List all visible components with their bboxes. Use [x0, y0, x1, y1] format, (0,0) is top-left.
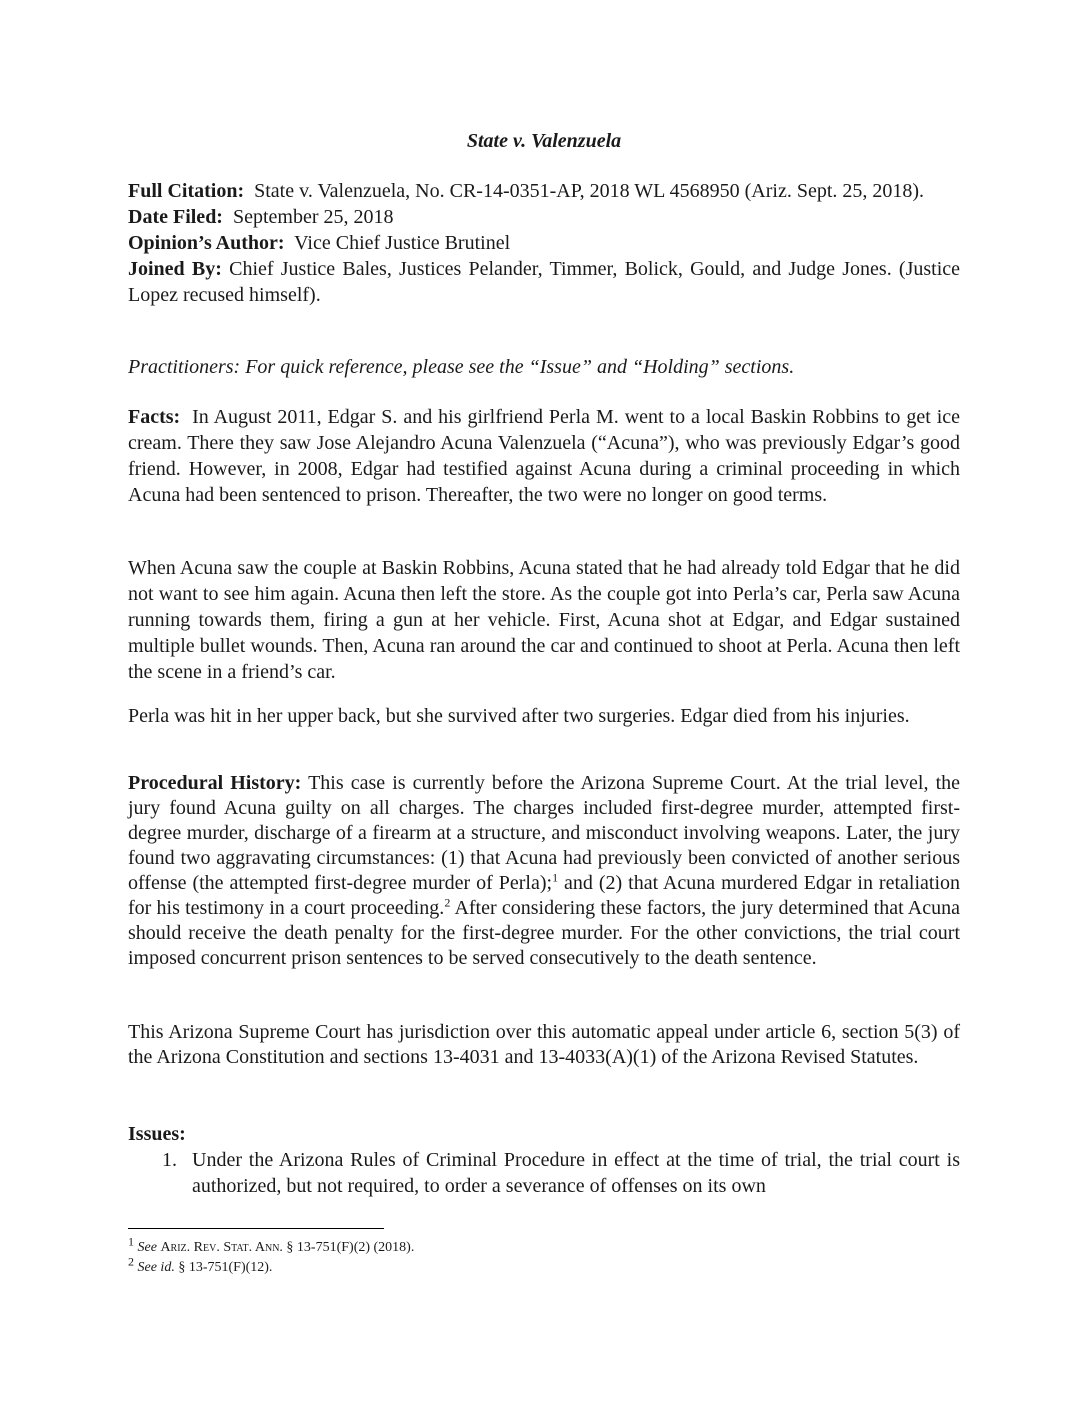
date-filed-label: Date Filed: [128, 206, 223, 228]
procedural-text-1: This case is currently before the Arizona Supreme Court. At the trial level, the jury found Acuna guilty on all charges. The charges included first-degree murder, attempted first-degree murder, discharge of a firearm at a structure, and misconduct involving weapons. Later, the jury found two aggravating circumstances: (1) that Acuna had previously been convicted of another serious offense (the attempted first-degree murder of Perla); [128, 772, 961, 894]
opinion-author-value: Vice Chief Justice Brutinel [294, 232, 511, 254]
footnote-number-2: 2 [128, 1254, 134, 1269]
procedural-text-3: After considering these factors, the jury determined that Acuna should receive the death penalty for the first-degree murder. For the other convictions, the trial court imposed concurrent prison sentences to be served consecutively to the death sentence. [128, 897, 961, 969]
date-filed [128, 204, 960, 230]
issues-section [128, 1121, 960, 1199]
opinion-author [128, 230, 960, 256]
full-citation-value: State v. Valenzuela, No. CR-14-0351-AP, 2018 WL 4568950 (Ariz. Sept. 25, 2018). [254, 180, 925, 202]
date-filed-value: September 25, 2018 [232, 206, 394, 228]
procedural-history-label: Procedural History: [128, 772, 302, 794]
issue-text: Under the Arizona Rules of Criminal Procedure in effect at the time of trial, the trial court is authorized, but not required, to order a severance of offenses on its own [192, 1149, 960, 1197]
joined-by-label: Joined By: [128, 258, 222, 280]
footnote-1-signal: See [137, 1240, 157, 1255]
footnote-2-signal: See id. [137, 1260, 175, 1275]
facts-text-1: In August 2011, Edgar S. and his girlfriend Perla M. went to a local Baskin Robbins to get ice cream. There they saw Jose Alejandro Acuna Valenzuela (“Acuna”), who was previously Edgar’s good friend. However, in 2008, Edgar had testified against Acuna during a criminal proceeding in which Acuna had been sentenced to prison. Thereafter, the two were no longer on good terms. [128, 406, 961, 506]
footnotes [128, 1234, 960, 1278]
procedural-history-section [128, 771, 960, 971]
footnote-ref-2: 2 [444, 895, 451, 910]
joined-by [128, 256, 960, 308]
case-metadata [128, 178, 960, 308]
joined-by-value: Chief Justice Bales, Justices Pelander, Timmer, Bolick, Gould, and Judge Jones. (Justice Lopez recused himself). [128, 258, 961, 306]
footnote-ref-1: 1 [552, 870, 559, 885]
procedural-history-paragraph [128, 771, 960, 971]
issues-label: Issues: [128, 1123, 186, 1145]
facts-paragraph-3: Perla was hit in her upper back, but she survived after two surgeries. Edgar died from his injuries. [128, 705, 910, 727]
facts-section [128, 404, 960, 508]
issue-item [128, 1147, 960, 1199]
facts-label: Facts: [128, 406, 181, 428]
procedural-text-2: and (2) that Acuna murdered Edgar in retaliation for his testimony in a court proceeding. [128, 872, 961, 919]
footnote-divider [128, 1228, 384, 1229]
full-citation [128, 178, 960, 204]
facts-paragraph-2: When Acuna saw the couple at Baskin Robbins, Acuna stated that he had already told Edgar that he did not want to see him again. Acuna then left the store. As the couple got into Perla’s car, Perla saw Acuna running towards them, firing a gun at her vehicle. First, Acuna shot at Edgar, and Edgar sustained multiple bullet wounds. Then, Acuna ran around the car and continued to shoot at Perla. Acuna then left the scene in a friend’s car. [128, 557, 960, 683]
issues-list [128, 1147, 960, 1199]
facts-paragraph-1 [128, 404, 960, 508]
footnote-number-1: 1 [128, 1234, 134, 1249]
case-title: State v. Valenzuela [466, 130, 622, 152]
issue-number: 1. [162, 1149, 177, 1171]
jurisdiction-paragraph: This Arizona Supreme Court has jurisdiction over this automatic appeal under article 6, section 5(3) of the Arizona Constitution and sections 13-4031 and 13-4033(A)(1) of the Arizona Revised Statutes. [128, 1021, 960, 1068]
opinion-author-label: Opinion’s Author: [128, 232, 285, 254]
footnote-1-source: Ariz. Rev. Stat. Ann. [160, 1240, 283, 1255]
full-citation-label: Full Citation: [128, 180, 245, 202]
footnote-2-text: § 13-751(F)(12). [174, 1260, 273, 1275]
footnote-2 [128, 1254, 960, 1278]
footnote-1-text: § 13-751(F)(2) (2018). [282, 1240, 415, 1255]
practitioners-note: Practitioners: For quick reference, please see the “Issue” and “Holding” sections. [128, 356, 795, 378]
footnote-1 [128, 1234, 960, 1258]
